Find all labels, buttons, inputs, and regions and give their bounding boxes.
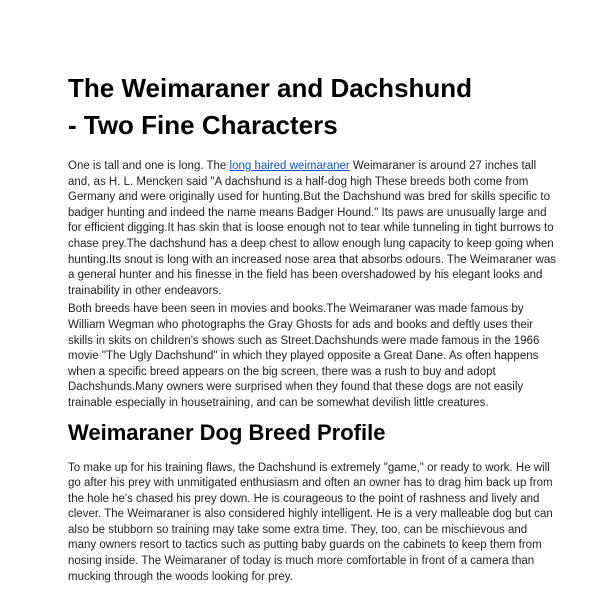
text-line: Germany and were originally used for hunting.But the Dachshund was bred for skills specific to xyxy=(68,191,550,204)
text-after-link: Weimaraner is around 27 inches tall xyxy=(349,160,537,172)
text-before-link: One is tall and one is long. The xyxy=(68,160,230,172)
text-line: William Wegman who photographs the Gray Ghosts for ads and books and deftly uses their xyxy=(68,318,534,331)
text-line: Both breeds have been seen in movies and books.The Weimaraner was made famous by xyxy=(68,303,524,316)
text-line: also be stubborn so training may take some extra time. They, too, can be mischievous and xyxy=(68,523,528,536)
title-line: The Weimaraner and Dachshund xyxy=(68,73,473,103)
paragraph-intro xyxy=(68,159,600,299)
text-line: when a specific breed appears on the big screen, there was a rush to buy and adopt xyxy=(68,365,496,378)
paragraph-movies-books xyxy=(68,302,600,411)
text-line: movie "The Ugly Dachshund" in which they played opposite a Great Dane. As often happens xyxy=(68,350,539,363)
text-line: chase prey.The dachshund has a deep chest to allow enough lung capacity to keep going when xyxy=(68,237,554,250)
text-line: many owners resort to tactics such as putting baby guards on the cabinets to keep them from xyxy=(68,539,542,552)
text-line: trainability in other endeavors. xyxy=(68,284,222,297)
text-line: badger hunting and indeed the name means Badger Hound." Its paws are unusually large and xyxy=(68,206,547,219)
text-line: Dachshunds.Many owners were surprised when they found that these dogs are not easily xyxy=(68,381,524,394)
text-line: nosing inside. The Weimaraner of today is much more comfortable in front of a camera than xyxy=(68,555,535,568)
title-line: - Two Fine Characters xyxy=(68,110,338,140)
text-line: hunting.Its snout is long with an increased nose area that absorbs odours. The Weimaraner was xyxy=(68,253,556,266)
paragraph-lines xyxy=(68,175,600,300)
paragraph-breed-profile xyxy=(68,461,600,586)
text-line: clever. The Weimaraner is also considered highly intelligent. He is a very malleable dog but can xyxy=(68,508,553,521)
paragraph-line xyxy=(68,159,600,175)
text-line: for efficient digging.It has skin that is loose enough not to tear while tunneling in tight burrows to xyxy=(68,222,554,235)
breed-profile-heading: Weimaraner Dog Breed Profile xyxy=(68,419,386,445)
text-line: go after his prey with unmitigated enthusiasm and often an owner has to drag him back up from xyxy=(68,477,553,490)
document-title xyxy=(68,70,600,144)
text-line: skills in skits on children's shows such as Street.Dachshunds were made famous in the 1966 xyxy=(68,334,540,347)
text-line: trainable especially in housetraining, and can be somewhat devilish little creatures. xyxy=(68,396,489,409)
long-haired-weimaraner-link[interactable]: long haired weimaraner xyxy=(229,160,350,172)
text-line: the hole he's chased his prey down. He is courageous to the point of rashness and lively and xyxy=(68,492,540,505)
text-line: To make up for his training flaws, the Dachshund is extremely "game," or ready to work. He will xyxy=(68,461,550,474)
text-line: and, as H. L. Mencken said "A dachshund is a half-dog high These breeds both come from xyxy=(68,175,529,188)
text-line: mucking through the woods looking for prey. xyxy=(68,570,293,583)
text-line: a general hunter and his finesse in the field has been overshadowed by his elegant looks and xyxy=(68,269,543,282)
